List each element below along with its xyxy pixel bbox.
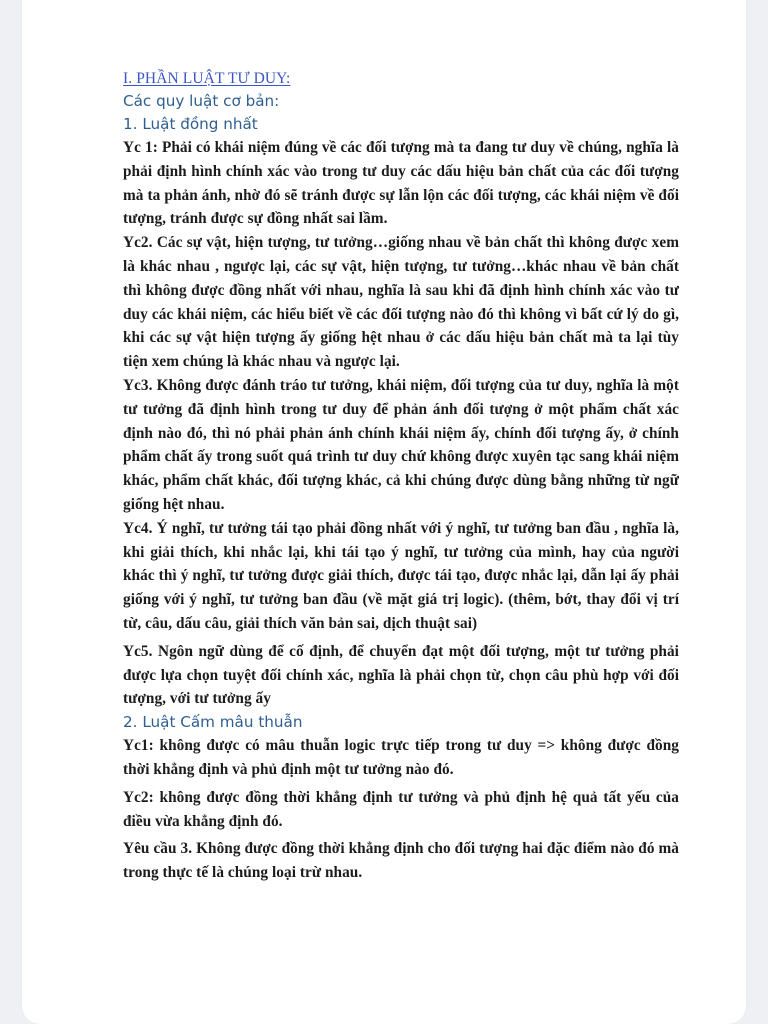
law2-heading: 2. Luật Cấm mâu thuẫn <box>123 713 303 732</box>
document-page[interactable] <box>22 0 746 1024</box>
law1-requirement-1: Yc 1: Phải có khái niệm đúng về các đối tượng mà ta đang tư duy về chúng, nghĩa là phải định hình chính xác vào trong tư duy các dấu hiệu bản chất của các đối tượng mà ta phản ánh, nhờ đó sẽ tránh được sự lẫn lộn các đối tượng, các khái niệm về đối tượng, tránh được sự đồng nhất sai lầm. <box>123 139 679 228</box>
law2-requirement-1: Yc1: không được có mâu thuẫn logic trực tiếp trong tư duy => không được đồng thời khẳng định và phủ định một tư tưởng nào đó. <box>123 737 679 778</box>
law1-requirement-4: Yc4. Ý nghĩ, tư tưởng tái tạo phải đồng nhất với ý nghĩ, tư tưởng ban đầu , nghĩa là, khi giải thích, khi nhắc lại, khi tái tạo ý nghĩ, tư tưởng của mình, hay của người khác thì ý nghĩ, tư tưởng được giải thích, được tái tạo, được nhắc lại, dẫn lại ấy phải giống với ý nghĩ, tư tưởng ban đầu (về mặt giá trị logic). (thêm, bớt, thay đổi vị trí từ, câu, dấu câu, giải thích văn bản sai, dịch thuật sai) <box>123 519 679 632</box>
page-content <box>123 68 679 885</box>
law1-requirement-5: Yc5. Ngôn ngữ dùng để cố định, để chuyển đạt một đối tượng, một tư tưởng phải được lựa chọn tuyệt đối chính xác, nghĩa là phải chọn từ, chọn câu phù hợp với đối tượng, với tư tưởng ấy <box>123 642 679 708</box>
subtitle: Các quy luật cơ bản: <box>123 92 280 110</box>
section-title-link[interactable]: I. PHẦN LUẬT TƯ DUY: <box>123 70 291 87</box>
law2-requirement-2: Yc2: không được đồng thời khẳng định tư tưởng và phủ định hệ quả tất yếu của điều vừa khẳng định đó. <box>123 788 679 830</box>
law1-requirement-2: Yc2. Các sự vật, hiện tượng, tư tưởng…giống nhau về bản chất thì không được xem là khác nhau , ngược lại, các sự vật, hiện tượng, tư tưởng…khác nhau về bản chất thì không được đồng nhất với nhau, nghĩa là sau khi đã định hình chính xác vào tư duy các khái niệm, các hiểu biết về các đối tượng nào đó thì không vì bất cứ lý do gì, khi các sự vật hiện tượng ấy giống hệt nhau ở các dấu hiệu bản chất mà ta lại tùy tiện xem chúng là khác nhau và ngược lại. <box>123 234 679 371</box>
law1-requirement-3: Yc3. Không được đánh tráo tư tưởng, khái niệm, đối tượng của tư duy, nghĩa là một tư tưởng đã định hình trong tư duy để phản ánh đối tượng ở một phẩm chất xác định nào đó, thì nó phải phản ánh chính khái niệm ấy, chính đối tượng ấy, ở chính phẩm chất ấy trong suốt quá trình tư duy chứ không được xuyên tạc sang khái niệm khác, phẩm chất khác, đối tượng khác, cả khi chúng được dùng bằng những từ ngữ giống hệt nhau. <box>123 376 679 513</box>
law2-requirement-3: Yêu cầu 3. Không được đồng thời khẳng định cho đối tượng hai đặc điểm nào đó mà trong thực tế là chúng loại trừ nhau. <box>123 840 679 882</box>
law1-heading: 1. Luật đồng nhất <box>123 115 258 133</box>
